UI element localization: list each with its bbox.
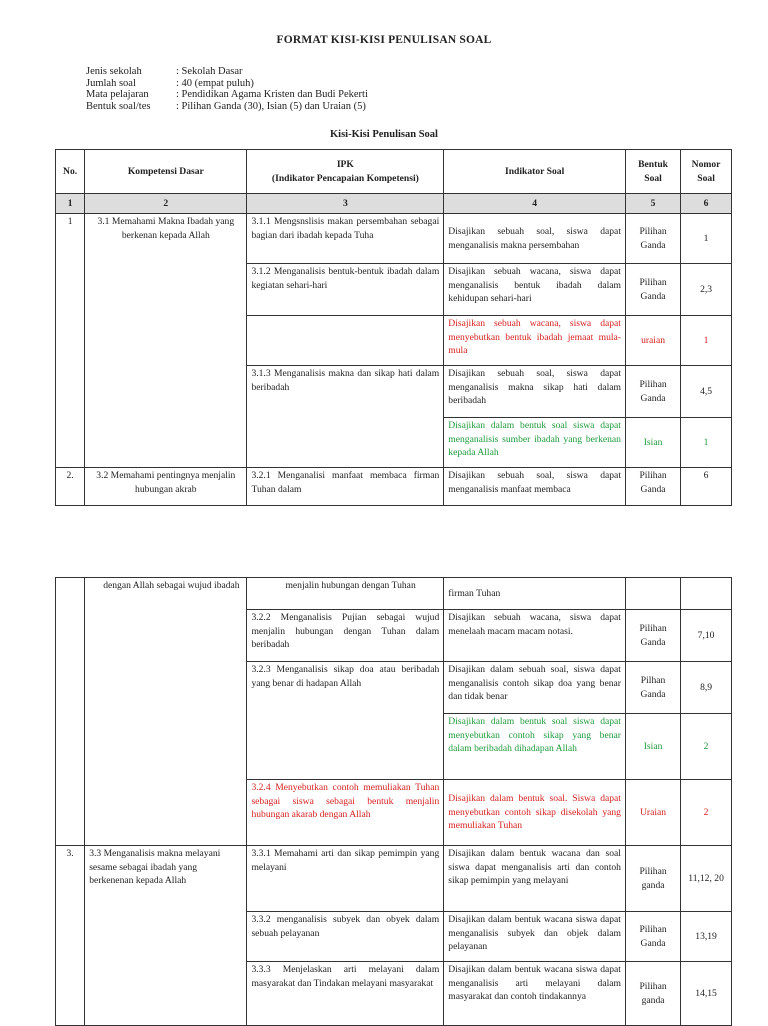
table-row (56, 846, 732, 912)
row-indikator: Disajikan dalam bentuk soal. Siswa dapat menyebutkan contoh sikap disekolah yang memuliakan Tuhan (444, 780, 626, 846)
meta-label: Mata pelajaran (86, 89, 149, 101)
meta-row-subject (86, 89, 368, 101)
row-nomor: 1 (681, 316, 732, 366)
row-indikator: Disajikan dalam bentuk soal siswa dapat menyebutkan contoh sikap yang benar dalam beribadah dihadapan Allah (444, 714, 626, 780)
row-kompetensi-dasar: 3.3 Menganalisis makna melayani sesame sebagai ibadah yang berkenenan kepada Allah (85, 846, 247, 1026)
document-meta (86, 66, 368, 113)
row-bentuk: Pilihan Ganda (625, 468, 680, 506)
row-indikator: Disajikan sebuah wacana, siswa dapat menelaah macam macam notasi. (444, 610, 626, 662)
row-ipk: 3.2.2 Menganalisis Pujian sebagai wujud menjalin hubungan dengan Tuhan dalam beribadah (247, 610, 444, 662)
meta-label: Jumlah soal (86, 77, 136, 89)
row-ipk: 3.3.2 menganalisis subyek dan obyek dalam sebuah pelayanan (247, 912, 444, 962)
header-ipk-line1: IPK (336, 159, 354, 170)
row-bentuk: Pilihan ganda (625, 846, 680, 912)
row-ipk: menjalin hubungan dengan Tuhan (247, 578, 444, 610)
meta-row-school (86, 66, 368, 78)
row-bentuk: Pilihan Ganda (625, 610, 680, 662)
row-ipk: 3.1.3 Menganalisis makna dan sikap hati dalam beribadah (247, 366, 444, 468)
row-bentuk: Pilihan Ganda (625, 214, 680, 264)
header-indikator-soal: Indikator Soal (444, 150, 626, 194)
col-number: 4 (444, 194, 626, 214)
row-no: 3. (56, 846, 85, 1026)
row-ipk: 3.1.2 Menganalisis bentuk-bentuk ibadah dalam kegiatan sehari-hari (247, 264, 444, 316)
col-number: 1 (56, 194, 85, 214)
row-bentuk: Pilihan Ganda (625, 366, 680, 418)
row-nomor: 11,12, 20 (681, 846, 732, 912)
col-number: 5 (625, 194, 680, 214)
table-row (56, 578, 732, 610)
meta-label: Jenis sekolah (86, 66, 142, 77)
header-kompetensi-dasar: Kompetensi Dasar (85, 150, 247, 194)
row-ipk: 3.2.1 Menganalisi manfaat membaca firman Tuhan dalam (247, 468, 444, 506)
meta-value: : Sekolah Dasar (176, 66, 243, 77)
row-nomor: 1 (681, 418, 732, 468)
row-bentuk: Uraian (625, 780, 680, 846)
row-ipk: 3.3.3 Menjelaskan arti melayani dalam masyarakat dan Tindakan melayani masyarakat (247, 962, 444, 1026)
meta-value: : 40 (empat puluh) (176, 77, 254, 89)
row-nomor: 4,5 (681, 366, 732, 418)
row-nomor (681, 578, 732, 610)
row-indikator: Disajikan dalam bentuk wacana dan soal siswa dapat menganalisis arti dan contoh sikap pemimpin yang melayani (444, 846, 626, 912)
row-nomor: 8,9 (681, 662, 732, 714)
row-bentuk: Pilihan Ganda (625, 912, 680, 962)
row-kompetensi-dasar: 3.2 Memahami pentingnya menjalin hubungan akrab (85, 468, 247, 506)
header-nomor-soal: Nomor Soal (681, 150, 732, 194)
row-no (56, 578, 85, 846)
row-bentuk: uraian (625, 316, 680, 366)
row-ipk (247, 316, 444, 366)
meta-value: : Pendidikan Agama Kristen dan Budi Pekerti (176, 89, 368, 101)
header-ipk (247, 150, 444, 194)
row-no: 2. (56, 468, 85, 506)
row-bentuk: Isian (625, 418, 680, 468)
row-ipk: 3.2.3 Menganalisis sikap doa atau beribadah yang benar di hadapan Allah (247, 662, 444, 780)
row-nomor: 2,3 (681, 264, 732, 316)
col-number: 6 (681, 194, 732, 214)
row-nomor: 1 (681, 214, 732, 264)
row-bentuk: Pilihan ganda (625, 962, 680, 1026)
header-bentuk-soal: Bentuk Soal (625, 150, 680, 194)
row-kompetensi-dasar: dengan Allah sebagai wujud ibadah (85, 578, 247, 846)
row-indikator: Disajikan sebuah soal, siswa dapat menganalisis manfaat membaca (444, 468, 626, 506)
row-nomor: 7,10 (681, 610, 732, 662)
document-title: FORMAT KISI-KISI PENULISAN SOAL (276, 34, 492, 46)
kisi-table-page2 (55, 577, 732, 1026)
col-number: 3 (247, 194, 444, 214)
table-row (56, 214, 732, 264)
kisi-table-page1 (55, 149, 732, 506)
row-indikator: Disajikan dalam bentuk wacana siswa dapat menganalisis subyek dan objek dalam pelayanan (444, 912, 626, 962)
row-indikator: Disajikan sebuah wacana, siswa dapat menganalisis bentuk ibadah dalam kehidupan sehari-hari (444, 264, 626, 316)
row-nomor: 2 (681, 714, 732, 780)
row-bentuk: Isian (625, 714, 680, 780)
row-indikator: Disajikan sebuah soal, siswa dapat menganalisis makna persembahan (444, 214, 626, 264)
table-row (56, 468, 732, 506)
row-nomor: 2 (681, 780, 732, 846)
meta-label: Bentuk soal/tes (86, 101, 151, 113)
header-no: No. (56, 150, 85, 194)
row-bentuk (625, 578, 680, 610)
row-indikator: Disajikan dalam bentuk wacana siswa dapat menganalisis arti melayani dalam masyarakat dan contoh tindakannya (444, 962, 626, 1026)
row-ipk: 3.2.4 Menyebutkan contoh memuliakan Tuhan sebagai siswa sebagai bentuk menjalin hubungan akarab dengan Allah (247, 780, 444, 846)
row-indikator: Disajikan dalam sebuah soal, siswa dapat menganalisis contoh sikap doa yang benar dan tidak benar (444, 662, 626, 714)
row-kompetensi-dasar: 3.1 Memahami Makna Ibadah yang berkenan kepada Allah (85, 214, 247, 468)
row-nomor: 6 (681, 468, 732, 506)
row-no: 1 (56, 214, 85, 468)
meta-row-count (86, 78, 368, 90)
row-ipk: 3.1.1 Mengsnslisis makan persembahan sebagai bagian dari ibadah kepada Tuha (247, 214, 444, 264)
meta-row-form (86, 101, 368, 113)
row-indikator: firman Tuhan (444, 578, 626, 610)
row-indikator: Disajikan dalam bentuk soal siswa dapat menganalisis sumber ibadah yang berkenan kepada Allah (444, 418, 626, 468)
table-subtitle: Kisi-Kisi Penulisan Soal (330, 129, 438, 140)
row-bentuk: Pilihan Ganda (625, 264, 680, 316)
meta-value: : Pilihan Ganda (30), Isian (5) dan Uraian (5) (176, 101, 366, 113)
row-nomor: 14,15 (681, 962, 732, 1026)
header-ipk-line2: (Indikator Pencapaian Kompetensi) (271, 172, 419, 184)
row-nomor: 13,19 (681, 912, 732, 962)
col-number: 2 (85, 194, 247, 214)
row-ipk: 3.3.1 Memahami arti dan sikap pemimpin yang melayani (247, 846, 444, 912)
row-indikator: Disajikan sebuah wacana, siswa dapat menyebutkan bentuk ibadah jemaat mula-mula (444, 316, 626, 366)
row-indikator: Disajikan sebuah soal, siswa dapat menganalisis makna sikap hati dalam beribadah (444, 366, 626, 418)
row-bentuk: Pilhan Ganda (625, 662, 680, 714)
